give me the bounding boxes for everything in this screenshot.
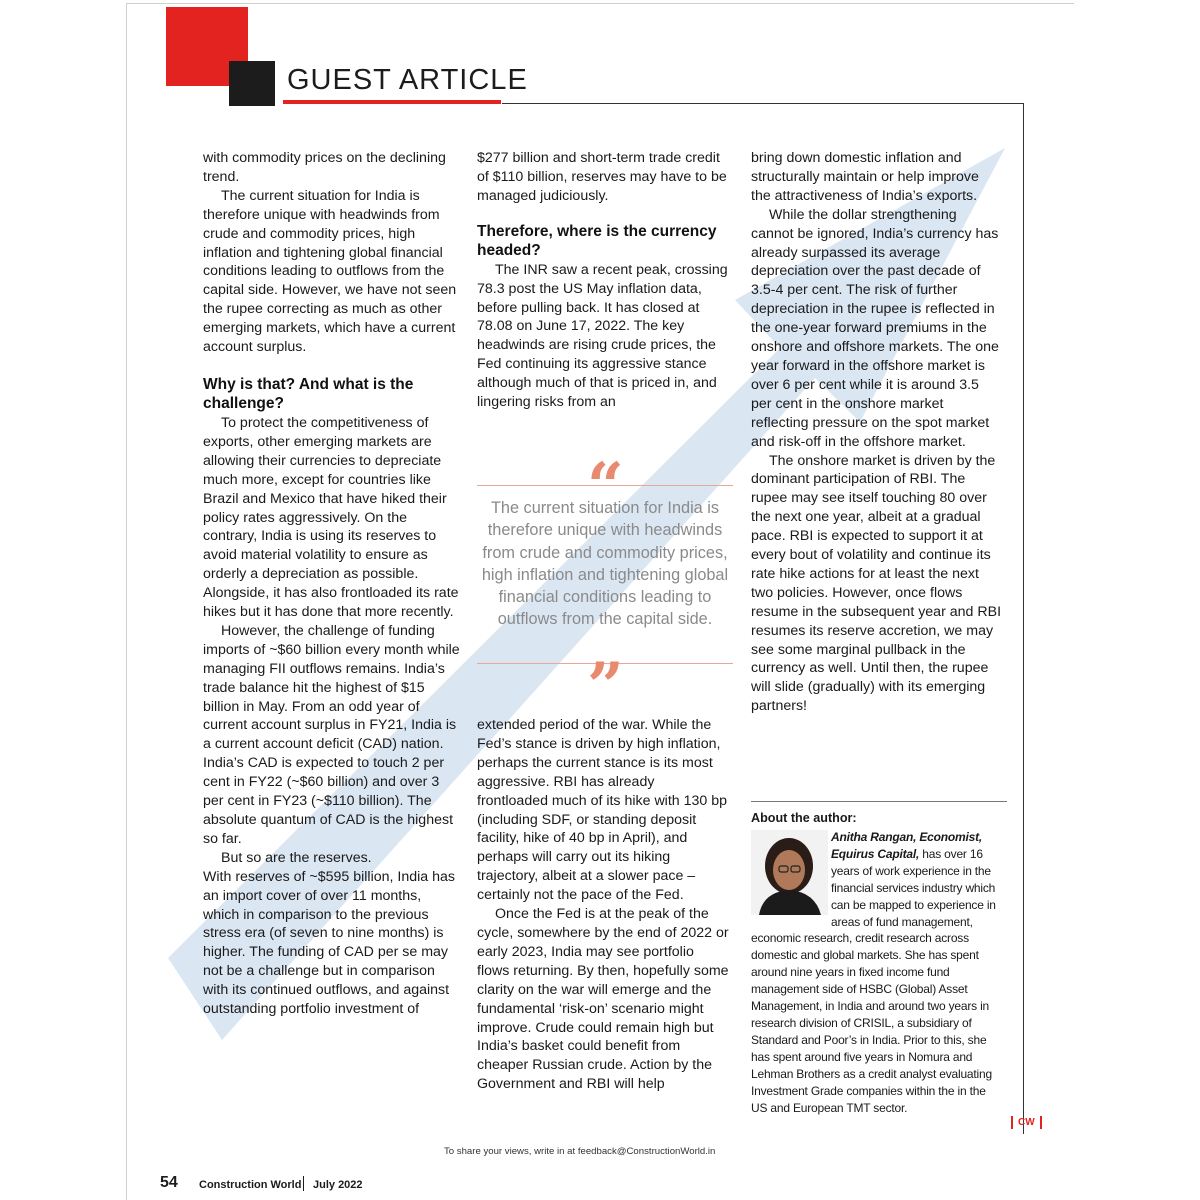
issue-date: July 2022	[313, 1179, 363, 1191]
pull-quote	[477, 449, 733, 724]
paragraph: extended period of the war. While the Fed’s stance is driven by high inflation, perhaps the current stance is its most aggressive. RBI has already frontloaded much of its hike with 130 bp (including SDF, or standing deposit facility, hike of 40 bp in April), and perhaps will carry out its hiking trajectory, albeit at a slower pace – certainly not the pace of the Fed.	[477, 717, 728, 904]
open-quote-icon: “	[587, 449, 624, 524]
frame-top-rule	[502, 103, 1024, 104]
magazine-name: Construction World	[199, 1179, 302, 1191]
paragraph: The INR saw a recent peak, crossing 78.3 post the US May inflation data, before pulling back. It has closed at 78.08 on June 17, 2022. The key headwinds are rising crude prices, the Fed continuing its aggressive stance although much of that is priced in, and lingering risks from an	[477, 261, 728, 411]
paragraph: The current situation for India is therefore unique with headwinds from crude and commodity prices, high inflation and tightening global financial conditions leading to outflows from the capital side. However, we have not seen the rupee correcting as much as other emerging markets, which have a current account surplus.	[203, 187, 457, 356]
paragraph: But so are the reserves.	[221, 849, 372, 866]
title-underline	[283, 100, 501, 104]
paragraph: However, the challenge of funding imports of ~$60 billion every month while managing FII outflows remains. India’s trade balance hit the highest of $15 billion in May. From an odd year of current account surplus in FY21, India is a current account deficit (CAD) nation. India’s CAD is expected to touch 2 per cent in FY22 (~$60 billion) and over 3 per cent in FY23 (~$110 billion). The absolute quantum of CAD is the highest so far.	[203, 622, 460, 847]
pull-quote-text: The current situation for India is therefore unique with headwinds from crude and commodity prices, high inflation and tightening global financial conditions leading to outflows from the capital side.	[481, 499, 729, 629]
paragraph: bring down domestic inflation and structurally maintain or help improve the attractiveness of India’s exports.	[751, 150, 979, 204]
page-number: 54	[160, 1174, 178, 1191]
frame-right-rule	[1023, 103, 1024, 1134]
paragraph: Once the Fed is at the peak of the cycle, somewhere by the end of 2022 or early 2023, India may see portfolio flows returning. By then, hopefully some clarity on the war will emerge and the fundamental ‘risk-on’ scenario might improve. Crude could remain high but India’s basket could benefit from cheaper Russian crude. Action by the Government and RBI will help	[477, 906, 729, 1093]
article-column-2-top	[477, 149, 729, 412]
article-end-badge: CW	[1011, 1116, 1042, 1129]
paragraph: To protect the competitiveness of exports, other emerging markets are allowing their currencies to depreciate much more, except for countries like Brazil and Mexico that have hiked their policy rates aggressively. On the contrary, India is using its reserves to avoid material volatility to ensure as orderly a depreciation as possible. Alongside, it has also frontloaded its rate hikes but it has done that more recently.	[203, 414, 459, 621]
footer-separator	[303, 1176, 304, 1191]
author-bio-text: has over 16 years of work experience in the financial services industry which can be mapped to experience in areas of fund management, economic research, credit research across domestic and global markets. She has spent around nine years in fixed income fund management side of HSBC (Global) Asset Management, in India and around two years in research division of CRISIL, a subsidiary of Standard and Poor’s in India. Prior to this, she has spent around five years in Nomura and Lehman Brothers as a credit analyst evaluating Investment Grade companies within the in the US and European TMT sector.	[751, 846, 996, 1115]
author-portrait-icon	[751, 830, 828, 915]
share-views-line: To share your views, write in at feedback@ConstructionWorld.in	[444, 1146, 716, 1157]
paragraph: $277 billion and short-term trade credit of $110 billion, reserves may have to be managed judiciously.	[477, 150, 727, 204]
author-photo	[751, 830, 828, 915]
article-column-2-bottom	[477, 716, 729, 1094]
paragraph: While the dollar strengthening cannot be ignored, India’s currency has already surpassed its average depreciation over the past decade of 3.5-4 per cent. The risk of further depreciation in the rupee is reflected in the one-year forward premiums in the onshore and offshore markets. The one year forward in the offshore market is over 6 per cent while it is around 3.5 per cent in the onshore market reflecting pressure on the spot market and risk-off in the offshore market.	[751, 206, 999, 450]
about-author-rule	[751, 801, 1007, 802]
about-author-heading: About the author:	[751, 811, 857, 825]
paragraph: The onshore market is driven by the dominant participation of RBI. The rupee may see itself touching 80 over the next one year, albeit at a gradual pace. RBI is expected to support it at every bout of volatility and continue its rate hike actions for at least the next two policies. However, once flows resume in the subsequent year and RBI resumes its reserve accretion, we may see some marginal pullback in the currency as well. Until then, the rupee will slide (gradually) with its emerging partners!	[751, 452, 1002, 715]
author-name-title: Anitha Rangan, Economist, Equirus Capital,	[831, 830, 983, 861]
paragraph: with commodity prices on the declining trend.	[203, 150, 446, 185]
section-title: GUEST ARTICLE	[287, 64, 528, 96]
subheading: Therefore, where is the currency headed?	[477, 222, 717, 260]
paragraph: With reserves of ~$595 billion, India has an import cover of over 11 months, which in comparison to the previous stress era (of seven to nine months) is higher. The funding of CAD per se may not be a challenge but in comparison with its continued outflows, and against outstanding portfolio investment of	[203, 868, 455, 1018]
header-black-block	[229, 61, 275, 106]
article-column-3	[751, 149, 1001, 716]
article-column-1	[203, 149, 460, 1019]
subheading: Why is that? And what is the challenge?	[203, 375, 414, 413]
close-quote-icon: ”	[587, 649, 624, 724]
